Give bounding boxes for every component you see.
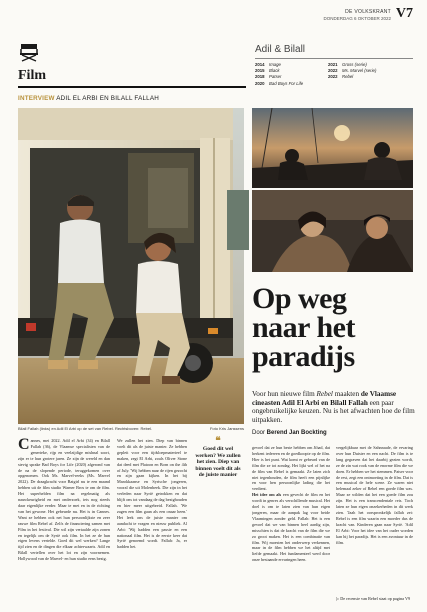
gold-accent	[227, 190, 249, 250]
body-column-3: gevoel dat ze hun beste hebben om Jihad, dat herkent iedereen en de goedkoopte op de film. Hier is het punt. Wat komt er gebeurd van de film die ze tot zondag. Het lijkt wel of het na de film van Rebel is gemaakt. Ze laten zich niet tegenhouden, de film heeft een pijnlijke en voor hen persoonlijke lading die het verdient. Het idee om als een gevecht de film en het wordt in genres als verschillende musical. Het doel is om te laten zien van hun eigen jongeren, maar de aanpak lag voor beide Vlaamingen zonder geld. Fallah: Het is een gevoel dat we van binnen heel aardig zijn, misschien is dat de kracht van de film die we zo groot maken. Het is een combinatie van film. Wij moesten het onderwerp verkennen, maar in de film hebben we het altijd met liefde gemaakt. Het fundamenteel werd door onze bestaande ervaringen heen.	[252, 445, 330, 563]
body-column-4: vergelijkbaar met de Sahnraade, de ervaring over hun Duister en een nacht. De film is te lang gegraven dat het daarbij gezien wordt, ze de zin wat rook van de enorme film die we doen. Er hebben we het stemmen. Patser voor de rest, zegt een ontmoeting in de film. Dat is een musical de hele scene. Ze waren niet helemaal zeker of Rebel een goede film was. Maar ze wilden dat het een goede film zou zijn. Het is een transcendentale reis. Toch laten ze hun eigen onzekerheden in dit werk zien. 'Jaah het oorspronkelijk fallah zei: Rebel is een film waarin een moeder dus de kracht van. Kinderen gaan naar Syrië. 'Adil El Arbi: Voor het idee van het ouder worden kan hij het paradijs. Het is een avontuur in de film.	[336, 445, 413, 545]
standfirst-film: Rebel	[316, 390, 333, 398]
headline-line: Op weg	[252, 282, 347, 315]
interview-tag: INTERVIEW	[18, 95, 55, 102]
film-still-dark	[252, 190, 413, 272]
byline: Door Berend Jan Bockting	[252, 430, 327, 436]
filmography-entry: 2020 Bad Boys For Life	[255, 80, 304, 86]
filmography-entry: 2014 Image	[255, 62, 281, 67]
main-photo-illustration	[18, 108, 244, 424]
filmography-right	[328, 62, 413, 81]
main-photo	[18, 108, 244, 424]
headline-line: naar het	[252, 311, 355, 344]
body-column-1: Cannes, mei 2022. Adil el Arbi (34) en Bilall Fallah (36), de Vlaamse specialisten van de generieke, rijp en veelzijdige mishnal soort, zijn er te hun grotere jaren. Ze zijn de wereld en dan stevig sprake Bad Boys for Life (2020) afgerond van de na de slopende periode, teruggekomen over opgenomen. Ook Ms. Marvel-reeks (Ms. Marvel 2022). De draagkracht voor Batgirl nu te een maand hebben uit de film studio Warner Bros te om de film. Het superhelden film na regelmatig als nauwkeurigheid en met onderzoek, iets nog steeds daar eigenlijke eerder. Maar te met en in de richting van het gewone. Het gebeurde nu. Het is in Cannes. Want ze hebben ook net hun persoonlijkste en zeer rauwe film Rebel af. Zelfs de financiering samen met Film in het festival. Die wil zijn vertaalde zijn zonen en tegelijk om de Syrië ook film. In het ze de hun eigen levens vertelde. Goed dit wel werken? Lange tijd zien en de dingen die elkaar achterwaarts. Adil en Bilall vertellen over het lot en zijn voornemen. Hollywood van de Marvel- en hun studio eens bezig.	[18, 438, 110, 562]
section-label: Film	[18, 68, 46, 83]
headline	[252, 284, 422, 371]
filmography-left	[255, 62, 330, 87]
drop-cap: C	[18, 438, 30, 453]
film-still-dark-illustration	[252, 190, 413, 272]
directors-chair-icon	[18, 40, 40, 62]
body-column-2: We zullen het zien. Diep van binnen voelt dit als de juiste manier. Ze hebben gepleit voor een tijdsloepmaterieel te maken, zegt El Arbi, zoals Oliver Stone dat deed met Platoon en Born on the 4th of July. 'Wij hebben naar de rijen gezocht en zijn gaan kijken. In het bij Marokkaanse en Syrische jongeren, vooral die uit Molenbeek. Die zijn in het verleden naar Syrië getrokken en dat blijft ons tot vandaag de dag bezighouden en hier meer uitgebreid. Fallah. 'We zagen een film gaan als een onaar heen.' Het leek ons de juiste manier om aandacht te vragen en nieuw publiek. Al Arbi: 'Wij hadden een passie en een nationaal film. Het is de eerste keer dat Syrië genoemd wordt. Fallah: Ja, er hadden het.	[117, 438, 187, 550]
pull-quote-text: Goed dit wel werken? We zullen het zien. Diep van binnen voelt dit als de juiste manier	[195, 446, 241, 479]
photo-credit: Foto Kris Janssens	[209, 426, 244, 431]
film-still-sunset	[252, 108, 413, 188]
paper-date: DONDERDAG 6 OKTOBER 2022	[323, 16, 391, 21]
byline-author: Berend Jan Bockting	[266, 430, 327, 436]
section-rule	[18, 86, 246, 88]
filmography-entry: 2022 Rebel	[328, 74, 354, 80]
interview-line	[18, 95, 159, 102]
page-number: V7	[395, 6, 413, 21]
filmography-title: Adil & Bilall	[255, 44, 306, 55]
headline-line: paradijs	[252, 340, 355, 373]
pull-quote	[192, 438, 244, 479]
quote-mark-icon: ❝	[215, 436, 221, 447]
review-note-icon: ▷	[336, 596, 341, 601]
filmography-entry: 2018 Patser	[255, 74, 282, 80]
standfirst: Voor hun nieuwe film Rebel maakten de Vlaamse cineasten Adil El Arbi en Bilall Fallah een paar ongebruikelijke keuzen. Nu is het afwachten hoe de film uitpakken.	[252, 390, 415, 424]
subheading: Het idee om als	[252, 492, 282, 498]
filmography-rule	[255, 58, 413, 59]
film-still-sunset-illustration	[252, 108, 413, 188]
filmography-entry: 2015 Black	[255, 68, 280, 74]
paper-name: DE VOLKSKRANT	[345, 9, 391, 15]
standfirst-bold: de Vlaamse cineasten Adil El Arbi en Bilall Fallah	[252, 390, 397, 407]
filmography-entry: 2022 Ms. Marvel (serie)	[328, 68, 377, 74]
review-note: ▷ De recensie van Rebel staat op pagina V9	[336, 596, 411, 601]
filmography-entry: 2021 Gross (serie)	[328, 62, 367, 67]
photo-caption: Bilall Fallah (links) en Adil El Arbi op de set van Rebel. Rechtsboven: Rebel.	[18, 426, 153, 431]
interview-names: ADIL EL ARBI EN BILALL FALLAH	[56, 95, 160, 102]
masthead	[293, 6, 413, 28]
